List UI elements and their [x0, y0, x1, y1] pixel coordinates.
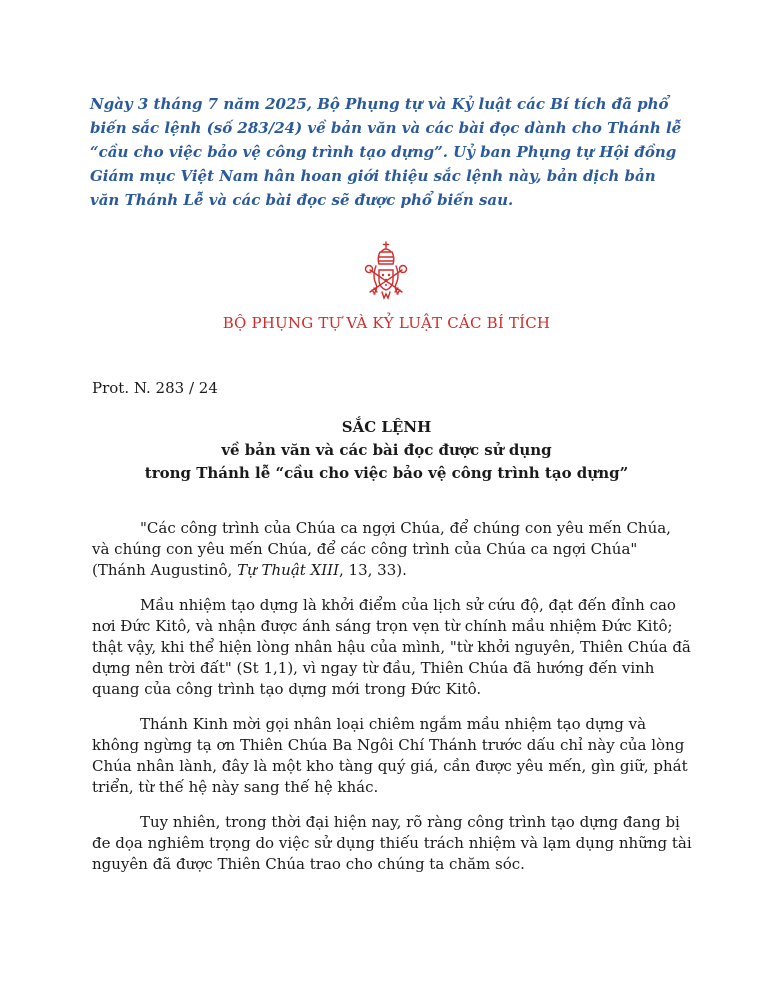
papal-coat-of-arms-icon	[362, 240, 410, 300]
paragraph-1-citation: , 13, 33).	[339, 561, 407, 579]
body-paragraph-3: Thánh Kinh mời gọi nhân loại chiêm ngắm mầu nhiệm tạo dựng và không ngừng tạ ơn Thiên Chúa Ba Ngôi Chí Thánh trước dấu chỉ này của lòng Chúa nhân lành, đây là một kho tàng quý giá, cần được yêu mến, gìn giữ, phát triển, từ thế hệ này sang thế hệ khác.	[92, 715, 688, 796]
decree-heading	[0, 416, 773, 485]
protocol-number: Prot. N. 283 / 24	[92, 379, 218, 397]
intro-paragraph: Ngày 3 tháng 7 năm 2025, Bộ Phụng tự và Kỷ luật các Bí tích đã phổ biến sắc lệnh (số 283/24) về bản văn và các bài đọc dành cho Thánh lễ “cầu cho việc bảo vệ công trình tạo dựng”. Uỷ ban Phụng tự Hội đồng Giám mục Việt Nam hân hoan giới thiệu sắc lệnh này, bản dịch bản văn Thánh Lễ và các bài đọc sẽ được phổ biến sau.	[90, 95, 682, 209]
decree-title: SẮC LỆNH	[341, 418, 432, 436]
book-title: Tự Thuật XIII	[237, 561, 340, 579]
body-paragraph-2: Mầu nhiệm tạo dựng là khởi điểm của lịch sử cứu độ, đạt đến đỉnh cao nơi Đức Kitô, và nhận được ánh sáng trọn vẹn từ chính mầu nhiệm Đức Kitô; thật vậy, khi thể hiện lòng nhân hậu của mình, "từ khởi nguyên, Thiên Chúa đã dựng nên trời đất" (St 1,1), vì ngay từ đầu, Thiên Chúa đã hướng đến vinh quang của công trình tạo dựng mới trong Đức Kitô.	[92, 596, 691, 698]
body-paragraph-4: Tuy nhiên, trong thời đại hiện nay, rõ ràng công trình tạo dựng đang bị đe dọa nghiêm trọng do việc sử dụng thiếu trách nhiệm và lạm dụng những tài nguyên đã được Thiên Chúa trao cho chúng ta chăm sóc.	[92, 813, 692, 873]
dicastery-title: BỘ PHỤNG TỰ VÀ KỶ LUẬT CÁC BÍ TÍCH	[222, 314, 551, 332]
decree-body	[92, 518, 692, 889]
decree-subtitle-line-1: về bản văn và các bài đọc được sử dụng	[221, 441, 552, 459]
decree-subtitle-line-2: trong Thánh lễ “cầu cho việc bảo vệ công trình tạo dựng”	[144, 464, 629, 482]
paragraph-1-text: "Các công trình của Chúa ca ngợi Chúa, để chúng con yêu mến Chúa, và chúng con yêu mến Chúa, để các công trình của Chúa ca ngợi Chúa" (Thánh Augustinô,	[92, 519, 671, 579]
body-paragraph-1	[92, 518, 692, 581]
